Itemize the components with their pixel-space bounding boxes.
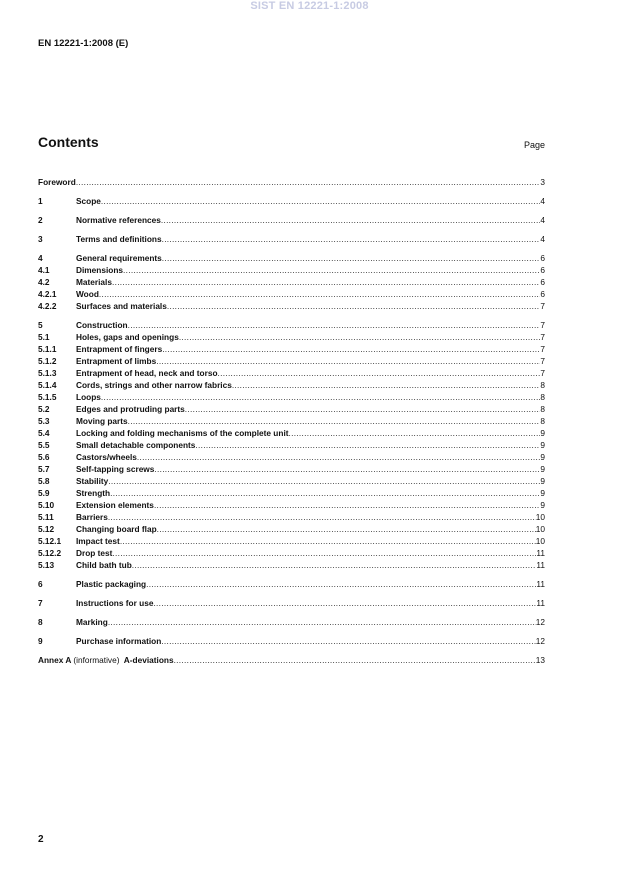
toc-entry-number: 6 xyxy=(38,579,43,589)
toc-entry-page: 9 xyxy=(540,464,545,474)
toc-entry[interactable] xyxy=(38,331,545,343)
dot-leader xyxy=(108,475,540,487)
toc-entry-number: 5.2 xyxy=(38,404,50,414)
dot-leader xyxy=(110,487,540,499)
dot-leader xyxy=(162,343,540,355)
toc-entry[interactable] xyxy=(38,635,545,647)
toc-entry[interactable] xyxy=(38,523,545,535)
toc-entry[interactable] xyxy=(38,578,545,590)
dot-leader xyxy=(108,511,536,523)
toc-entry-number: 2 xyxy=(38,215,43,225)
toc-entry-title: Castors/wheels xyxy=(76,452,137,462)
toc-entry-number: 8 xyxy=(38,617,43,627)
toc-entry-title: Entrapment of head, neck and torso xyxy=(76,368,218,378)
dot-leader xyxy=(146,578,536,590)
dot-leader xyxy=(156,355,540,367)
toc-entry[interactable] xyxy=(38,547,545,559)
toc-entry-page: 8 xyxy=(540,380,545,390)
toc-entry-title: Child bath tub xyxy=(76,560,132,570)
toc-entry-page: 9 xyxy=(540,500,545,510)
toc-entry-title: Terms and definitions xyxy=(76,234,162,244)
page-number: 2 xyxy=(38,834,44,845)
toc-entry-title: Entrapment of limbs xyxy=(76,356,157,366)
toc-entry-title: Strength xyxy=(76,488,111,498)
toc-entry-number: 4.2.1 xyxy=(38,289,57,299)
toc-entry-title: Marking xyxy=(76,617,108,627)
dot-leader xyxy=(128,319,541,331)
toc-entry-page: 4 xyxy=(540,215,545,225)
toc-entry-page: 11 xyxy=(536,598,545,608)
toc-entry-number: 4.2.2 xyxy=(38,301,57,311)
toc-entry-title xyxy=(38,654,174,666)
toc-entry[interactable] xyxy=(38,214,545,226)
toc-entry-annex-a[interactable] xyxy=(38,654,545,666)
toc-entry-page: 9 xyxy=(540,488,545,498)
toc-entry-title: Holes, gaps and openings xyxy=(76,332,179,342)
toc-entry[interactable] xyxy=(38,276,545,288)
toc-entry-page: 7 xyxy=(540,320,545,330)
toc-entry-number: 5.1.4 xyxy=(38,380,57,390)
toc-entry-title: Stability xyxy=(76,476,109,486)
toc-entry-number: 5.12 xyxy=(38,524,55,534)
toc-entry[interactable] xyxy=(38,499,545,511)
toc-entry[interactable] xyxy=(38,343,545,355)
toc-entry[interactable] xyxy=(38,511,545,523)
toc-entry-title: Barriers xyxy=(76,512,108,522)
toc-entry-title: Wood xyxy=(76,289,99,299)
toc-entry-title: Purchase information xyxy=(76,636,162,646)
dot-leader xyxy=(195,439,540,451)
toc-entry-page: 7 xyxy=(540,356,545,366)
toc-entry-page: 7 xyxy=(540,301,545,311)
toc-entry-number: 5.1.5 xyxy=(38,392,57,402)
toc-entry-number: 4.1 xyxy=(38,265,50,275)
dot-leader xyxy=(179,331,541,343)
dot-leader xyxy=(162,252,541,264)
toc-entry-page: 7 xyxy=(540,368,545,378)
dot-leader xyxy=(232,379,541,391)
toc-entry[interactable] xyxy=(38,391,545,403)
toc-entry[interactable] xyxy=(38,463,545,475)
toc-entry-number: 3 xyxy=(38,234,43,244)
toc-entry-page: 8 xyxy=(540,404,545,414)
toc-entry-page: 10 xyxy=(535,536,545,546)
dot-leader xyxy=(162,233,541,245)
toc-entry-title: Drop test xyxy=(76,548,113,558)
toc-entry[interactable] xyxy=(38,252,545,264)
toc-entry-page: 12 xyxy=(535,617,545,627)
toc-entry-page: 11 xyxy=(536,579,545,589)
dot-leader xyxy=(185,403,541,415)
toc-entry-title: Materials xyxy=(76,277,112,287)
toc-entry-page: 9 xyxy=(540,476,545,486)
toc-entry-number: 5.13 xyxy=(38,560,55,570)
toc-entry-number: 4.2 xyxy=(38,277,50,287)
toc-entry-number: 5.1.1 xyxy=(38,344,57,354)
toc-entry-page: 8 xyxy=(540,392,545,402)
toc-entry[interactable] xyxy=(38,439,545,451)
table-of-contents xyxy=(38,176,545,666)
toc-entry-page: 6 xyxy=(540,289,545,299)
toc-entry-number: 5.11 xyxy=(38,512,54,522)
toc-entry[interactable] xyxy=(38,288,545,300)
toc-entry-title: Loops xyxy=(76,392,101,402)
toc-entry[interactable] xyxy=(38,475,545,487)
toc-entry[interactable] xyxy=(38,427,545,439)
toc-entry-title: General requirements xyxy=(76,253,162,263)
toc-entry[interactable] xyxy=(38,597,545,609)
dot-leader xyxy=(112,276,540,288)
dot-leader xyxy=(120,535,536,547)
toc-entry[interactable] xyxy=(38,367,545,379)
toc-entry-page: 10 xyxy=(535,524,545,534)
toc-entry-number: 5 xyxy=(38,320,43,330)
toc-entry-number: 9 xyxy=(38,636,43,646)
toc-entry-page: 13 xyxy=(535,655,545,665)
dot-leader xyxy=(161,635,535,647)
toc-entry-title: Self-tapping screws xyxy=(76,464,155,474)
dot-leader xyxy=(123,264,540,276)
toc-entry[interactable] xyxy=(38,451,545,463)
toc-entry-page: 11 xyxy=(536,548,545,558)
toc-entry[interactable] xyxy=(38,616,545,628)
toc-entry-number: 5.3 xyxy=(38,416,50,426)
toc-entry[interactable] xyxy=(38,403,545,415)
toc-entry[interactable] xyxy=(38,176,545,188)
dot-leader xyxy=(154,499,540,511)
toc-entry-title: Locking and folding mechanisms of the complete unit xyxy=(76,428,289,438)
toc-entry-title: Impact test xyxy=(76,536,120,546)
toc-entry[interactable] xyxy=(38,319,545,331)
toc-entry[interactable] xyxy=(38,487,545,499)
toc-entry-title: Plastic packaging xyxy=(76,579,147,589)
toc-entry-page: 6 xyxy=(540,265,545,275)
toc-entry-number: 5.1.2 xyxy=(38,356,57,366)
toc-entry-number: 5.9 xyxy=(38,488,50,498)
dot-leader xyxy=(218,367,541,379)
toc-entry-page: 6 xyxy=(540,253,545,263)
toc-entry[interactable] xyxy=(38,195,545,207)
toc-entry[interactable] xyxy=(38,233,545,245)
toc-entry[interactable] xyxy=(38,355,545,367)
watermark: SIST EN 12221-1:2008 xyxy=(250,0,369,12)
toc-entry-title: Extension elements xyxy=(76,500,154,510)
dot-leader xyxy=(101,195,540,207)
dot-leader xyxy=(174,654,536,666)
dot-leader xyxy=(76,176,541,188)
dot-leader xyxy=(128,415,541,427)
toc-entry-title: Cords, strings and other narrow fabrics xyxy=(76,380,232,390)
toc-entry-page: 9 xyxy=(540,440,545,450)
toc-entry-title: Scope xyxy=(76,196,101,206)
toc-entry-number: 5.6 xyxy=(38,452,50,462)
toc-entry-number: 5.12.2 xyxy=(38,548,62,558)
toc-entry-page: 3 xyxy=(540,177,545,187)
toc-entry-page: 7 xyxy=(540,332,545,342)
toc-entry-number: 5.5 xyxy=(38,440,50,450)
dot-leader xyxy=(112,547,536,559)
toc-entry-page: 6 xyxy=(540,277,545,287)
toc-entry-page: 4 xyxy=(540,234,545,244)
toc-entry-title: Edges and protruding parts xyxy=(76,404,185,414)
toc-entry-title: Small detachable components xyxy=(76,440,196,450)
annex-qualifier: (informative) xyxy=(73,655,120,665)
toc-entry-page: 9 xyxy=(540,428,545,438)
dot-leader xyxy=(157,523,536,535)
toc-entry-number: 7 xyxy=(38,598,43,608)
dot-leader xyxy=(154,463,540,475)
toc-entry-page: 7 xyxy=(540,344,545,354)
toc-entry-page: 11 xyxy=(536,560,545,570)
toc-entry-number: 5.1 xyxy=(38,332,50,342)
annex-label: Annex A xyxy=(38,655,72,665)
annex-title: A-deviations xyxy=(123,655,174,665)
toc-entry-title: Construction xyxy=(76,320,128,330)
document-id: EN 12221-1:2008 (E) xyxy=(38,38,129,49)
toc-entry-title: Foreword xyxy=(38,177,76,187)
toc-entry-number: 5.10 xyxy=(38,500,55,510)
page-column-label: Page xyxy=(523,140,545,150)
dot-leader xyxy=(153,597,536,609)
dot-leader xyxy=(99,288,540,300)
toc-entry-page: 4 xyxy=(540,196,545,206)
toc-entry-number: 5.8 xyxy=(38,476,50,486)
toc-entry-number: 4 xyxy=(38,253,43,263)
toc-entry-number: 5.4 xyxy=(38,428,50,438)
dot-leader xyxy=(137,451,541,463)
dot-leader xyxy=(161,214,541,226)
toc-entry[interactable] xyxy=(38,559,545,571)
toc-entry-number: 5.12.1 xyxy=(38,536,62,546)
toc-entry-number: 5.7 xyxy=(38,464,50,474)
toc-entry-page: 10 xyxy=(535,512,545,522)
toc-entry[interactable] xyxy=(38,300,545,312)
toc-entry-title: Surfaces and materials xyxy=(76,301,167,311)
dot-leader xyxy=(167,300,541,312)
dot-leader xyxy=(289,427,541,439)
toc-entry[interactable] xyxy=(38,264,545,276)
toc-entry[interactable] xyxy=(38,535,545,547)
toc-entry-page: 9 xyxy=(540,452,545,462)
toc-entry[interactable] xyxy=(38,379,545,391)
toc-entry-title: Entrapment of fingers xyxy=(76,344,163,354)
toc-entry-title: Dimensions xyxy=(76,265,124,275)
toc-entry-title: Moving parts xyxy=(76,416,128,426)
dot-leader xyxy=(108,616,536,628)
contents-title: Contents xyxy=(38,134,99,150)
dot-leader xyxy=(101,391,540,403)
dot-leader xyxy=(132,559,537,571)
toc-entry-page: 12 xyxy=(535,636,545,646)
toc-entry-number: 5.1.3 xyxy=(38,368,57,378)
toc-entry-title: Instructions for use xyxy=(76,598,154,608)
toc-entry-title: Changing board flap xyxy=(76,524,157,534)
toc-entry-page: 8 xyxy=(540,416,545,426)
toc-entry-number: 1 xyxy=(38,196,43,206)
toc-entry-title: Normative references xyxy=(76,215,161,225)
toc-entry[interactable] xyxy=(38,415,545,427)
